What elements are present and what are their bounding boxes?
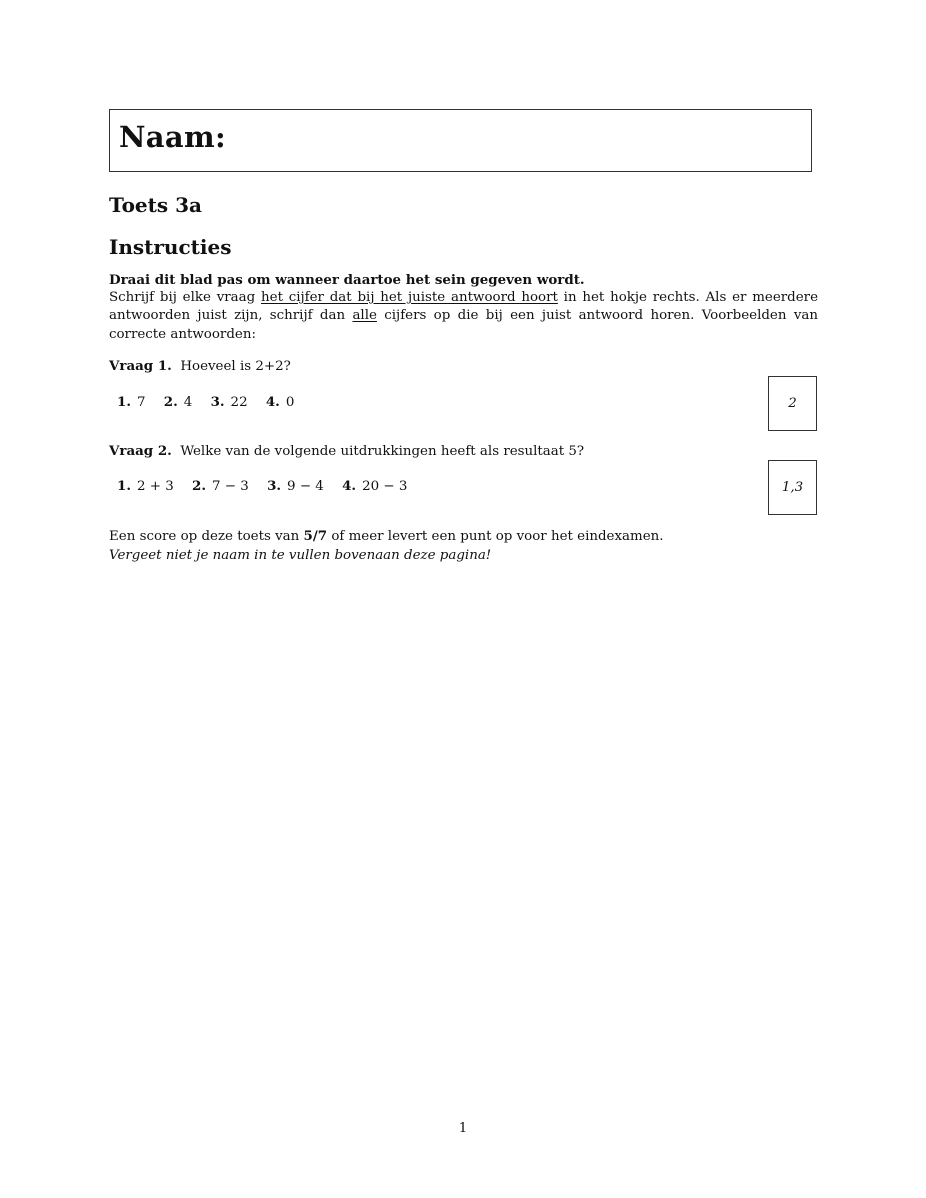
question-1-options <box>117 394 308 410</box>
instructions-text-2: in het hokje rechts. Als er meerdere antwoorden juist zijn, schrijf dan <box>109 290 818 324</box>
instructions-text-1: Schrijf bij elke vraag <box>109 290 262 306</box>
question-1-answer: 2 <box>788 396 797 411</box>
question-1-answer-box[interactable] <box>768 376 817 431</box>
question-2 <box>109 443 584 459</box>
question-1 <box>109 358 291 374</box>
name-label: Naam: <box>119 120 226 154</box>
question-2-text: Welke van de volgende uitdrukkingen heeft als resultaat 5? <box>180 444 585 459</box>
question-1-option: 2. 4 <box>163 394 193 410</box>
question-2-option: 4. 20 − 3 <box>342 478 408 494</box>
instructions-block <box>109 271 818 344</box>
instructions-warning: Draai dit blad pas om wanneer daartoe het sein gegeven wordt. <box>109 272 585 288</box>
instructions-text-3: cijfers op die bij een juist antwoord horen. Voorbeelden van correcte antwoorden: <box>109 308 818 342</box>
question-2-answer: 1,3 <box>781 480 804 495</box>
score-text-1: Een score op deze toets van <box>109 529 304 544</box>
instructions-heading: Instructies <box>109 235 232 259</box>
name-field-box[interactable] <box>109 109 812 172</box>
question-2-label: Vraag 2. <box>109 443 172 459</box>
question-2-option: 3. 9 − 4 <box>267 478 324 494</box>
score-value: 5/7 <box>303 528 328 544</box>
page-number: 1 <box>458 1121 468 1136</box>
instructions-body <box>109 289 818 344</box>
name-reminder: Vergeet niet je naam in te vullen bovenaan deze pagina! <box>109 547 492 563</box>
question-1-label: Vraag 1. <box>109 358 172 374</box>
footer-notes <box>109 527 664 565</box>
question-1-option: 4. 0 <box>265 394 295 410</box>
question-1-option: 1. 7 <box>117 394 146 410</box>
score-text-2: of meer levert een punt op voor het eindexamen. <box>327 529 664 544</box>
question-2-option: 1. 2 + 3 <box>117 478 174 494</box>
question-2-option: 2. 7 − 3 <box>192 478 249 494</box>
test-title: Toets 3a <box>109 193 202 217</box>
question-2-options <box>117 478 421 494</box>
instructions-underline-1: het cijfer dat bij het juiste antwoord hoort <box>261 290 558 306</box>
question-1-text: Hoeveel is 2+2? <box>180 359 291 374</box>
instructions-underline-2: alle <box>352 308 377 324</box>
question-1-option: 3. 22 <box>210 394 248 410</box>
question-2-answer-box[interactable] <box>768 460 817 515</box>
